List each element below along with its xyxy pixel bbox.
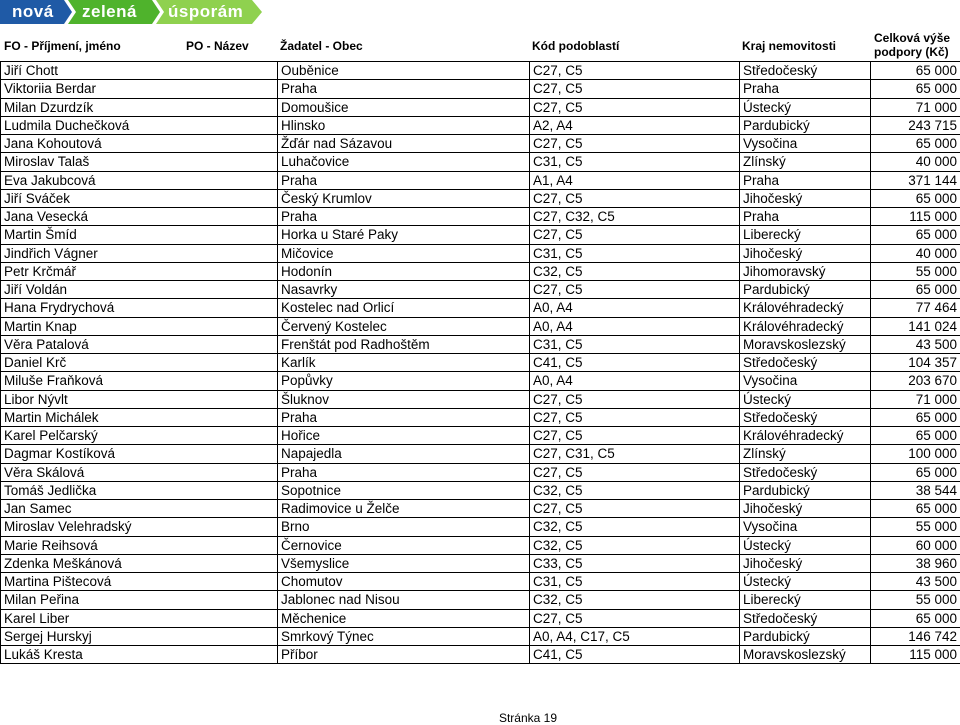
cell-obec: Šluknov <box>278 390 530 408</box>
cell-name: Miluše Fraňková <box>1 372 278 390</box>
cell-region: Královéhradecký <box>740 299 871 317</box>
table-row <box>1 573 960 591</box>
cell-amount: 203 670 <box>871 372 960 390</box>
cell-amount: 71 000 <box>871 390 960 408</box>
table-row <box>1 372 960 390</box>
cell-amount: 43 500 <box>871 573 960 591</box>
table-row <box>1 481 960 499</box>
banner-word-nova: nová <box>12 1 54 23</box>
cell-code: C31, C5 <box>530 244 740 262</box>
cell-region: Zlínský <box>740 445 871 463</box>
table-row <box>1 116 960 134</box>
cell-code: C32, C5 <box>530 591 740 609</box>
cell-name: Sergej Hurskyj <box>1 627 278 645</box>
cell-name: Ludmila Duchečková <box>1 116 278 134</box>
cell-region: Vysočina <box>740 518 871 536</box>
cell-code: C32, C5 <box>530 481 740 499</box>
cell-code: C27, C31, C5 <box>530 445 740 463</box>
table-row <box>1 189 960 207</box>
cell-amount: 371 144 <box>871 171 960 189</box>
cell-obec: Mičovice <box>278 244 530 262</box>
cell-code: C31, C5 <box>530 573 740 591</box>
cell-name: Lukáš Kresta <box>1 646 278 664</box>
cell-name: Petr Krčmář <box>1 262 278 280</box>
cell-obec: Žďár nad Sázavou <box>278 135 530 153</box>
cell-obec: Radimovice u Želče <box>278 500 530 518</box>
cell-name: Zdenka Meškánová <box>1 554 278 572</box>
cell-obec: Popůvky <box>278 372 530 390</box>
support-table <box>0 61 960 664</box>
cell-obec: Kostelec nad Orlicí <box>278 299 530 317</box>
table-row <box>1 500 960 518</box>
table-row <box>1 153 960 171</box>
cell-code: C27, C5 <box>530 408 740 426</box>
cell-code: A2, A4 <box>530 116 740 134</box>
table-row <box>1 317 960 335</box>
cell-region: Vysočina <box>740 135 871 153</box>
cell-name: Věra Skálová <box>1 463 278 481</box>
cell-name: Hana Frydrychová <box>1 299 278 317</box>
cell-amount: 65 000 <box>871 80 960 98</box>
cell-name: Libor Nývlt <box>1 390 278 408</box>
table-body <box>1 62 960 664</box>
cell-name: Jindřich Vágner <box>1 244 278 262</box>
header-region: Kraj nemovitosti <box>742 39 836 53</box>
cell-name: Milan Dzurdzík <box>1 98 278 116</box>
cell-name: Miroslav Talaš <box>1 153 278 171</box>
cell-name: Marie Reihsová <box>1 536 278 554</box>
cell-region: Ústecký <box>740 98 871 116</box>
cell-code: C27, C5 <box>530 226 740 244</box>
header-amount-line2: podpory (Kč) <box>874 45 949 59</box>
cell-code: C41, C5 <box>530 646 740 664</box>
cell-obec: Jablonec nad Nisou <box>278 591 530 609</box>
cell-name: Daniel Krč <box>1 354 278 372</box>
cell-obec: Ouběnice <box>278 62 530 80</box>
table-row <box>1 299 960 317</box>
cell-region: Jihočeský <box>740 244 871 262</box>
cell-name: Věra Patalová <box>1 335 278 353</box>
cell-code: A0, A4, C17, C5 <box>530 627 740 645</box>
cell-region: Královéhradecký <box>740 317 871 335</box>
table-row <box>1 591 960 609</box>
cell-obec: Český Krumlov <box>278 189 530 207</box>
cell-obec: Všemyslice <box>278 554 530 572</box>
header-code: Kód podoblastí <box>532 39 619 53</box>
cell-obec: Hořice <box>278 427 530 445</box>
cell-amount: 55 000 <box>871 591 960 609</box>
cell-amount: 40 000 <box>871 244 960 262</box>
cell-amount: 71 000 <box>871 98 960 116</box>
cell-code: C27, C5 <box>530 427 740 445</box>
cell-obec: Praha <box>278 171 530 189</box>
table-row <box>1 262 960 280</box>
cell-amount: 100 000 <box>871 445 960 463</box>
cell-code: A0, A4 <box>530 317 740 335</box>
cell-name: Miroslav Velehradský <box>1 518 278 536</box>
header-po-name: PO - Název <box>186 39 249 53</box>
table-row <box>1 98 960 116</box>
cell-code: C27, C5 <box>530 609 740 627</box>
cell-region: Ústecký <box>740 573 871 591</box>
cell-obec: Napajedla <box>278 445 530 463</box>
table-row <box>1 354 960 372</box>
cell-region: Pardubický <box>740 281 871 299</box>
cell-region: Pardubický <box>740 116 871 134</box>
cell-obec: Praha <box>278 408 530 426</box>
page-number: Stránka 19 <box>0 711 960 725</box>
header-amount-line1: Celková výše <box>874 31 950 45</box>
cell-code: C27, C5 <box>530 98 740 116</box>
cell-name: Jana Vesecká <box>1 208 278 226</box>
cell-name: Martin Šmíd <box>1 226 278 244</box>
table-row <box>1 135 960 153</box>
cell-region: Ústecký <box>740 390 871 408</box>
table-row <box>1 80 960 98</box>
table-row <box>1 281 960 299</box>
banner-word-usporam: úsporám <box>168 1 243 23</box>
cell-region: Pardubický <box>740 481 871 499</box>
cell-obec: Luhačovice <box>278 153 530 171</box>
cell-obec: Sopotnice <box>278 481 530 499</box>
cell-obec: Praha <box>278 463 530 481</box>
cell-obec: Nasavrky <box>278 281 530 299</box>
cell-name: Viktoriia Berdar <box>1 80 278 98</box>
cell-amount: 55 000 <box>871 518 960 536</box>
cell-code: C27, C32, C5 <box>530 208 740 226</box>
cell-code: C27, C5 <box>530 189 740 207</box>
cell-amount: 141 024 <box>871 317 960 335</box>
cell-name: Jiří Sváček <box>1 189 278 207</box>
cell-name: Jiří Voldán <box>1 281 278 299</box>
table-row <box>1 427 960 445</box>
cell-name: Martin Knap <box>1 317 278 335</box>
cell-amount: 65 000 <box>871 500 960 518</box>
cell-code: C27, C5 <box>530 500 740 518</box>
cell-obec: Domoušice <box>278 98 530 116</box>
cell-amount: 243 715 <box>871 116 960 134</box>
cell-amount: 60 000 <box>871 536 960 554</box>
cell-region: Zlínský <box>740 153 871 171</box>
cell-amount: 65 000 <box>871 226 960 244</box>
cell-amount: 40 000 <box>871 153 960 171</box>
cell-name: Martina Pištecová <box>1 573 278 591</box>
cell-code: C27, C5 <box>530 62 740 80</box>
cell-region: Ústecký <box>740 536 871 554</box>
cell-obec: Chomutov <box>278 573 530 591</box>
cell-name: Tomáš Jedlička <box>1 481 278 499</box>
cell-code: C27, C5 <box>530 390 740 408</box>
cell-obec: Hodonín <box>278 262 530 280</box>
table-row <box>1 335 960 353</box>
cell-code: A1, A4 <box>530 171 740 189</box>
cell-region: Jihočeský <box>740 500 871 518</box>
cell-obec: Brno <box>278 518 530 536</box>
cell-region: Středočeský <box>740 408 871 426</box>
table-row <box>1 554 960 572</box>
cell-amount: 77 464 <box>871 299 960 317</box>
table-row <box>1 609 960 627</box>
banner-word-zelena: zelená <box>82 1 137 23</box>
cell-obec: Červený Kostelec <box>278 317 530 335</box>
table-row <box>1 646 960 664</box>
cell-region: Jihočeský <box>740 554 871 572</box>
cell-name: Eva Jakubcová <box>1 171 278 189</box>
cell-region: Středočeský <box>740 354 871 372</box>
cell-code: C32, C5 <box>530 536 740 554</box>
table-row <box>1 244 960 262</box>
cell-region: Jihočeský <box>740 189 871 207</box>
cell-region: Praha <box>740 171 871 189</box>
cell-code: C41, C5 <box>530 354 740 372</box>
table-row <box>1 463 960 481</box>
cell-region: Moravskoslezský <box>740 335 871 353</box>
cell-code: A0, A4 <box>530 372 740 390</box>
cell-obec: Karlík <box>278 354 530 372</box>
table-header <box>0 27 960 62</box>
cell-obec: Frenštát pod Radhoštěm <box>278 335 530 353</box>
header-applicant-obec: Žadatel - Obec <box>280 39 363 53</box>
cell-amount: 65 000 <box>871 463 960 481</box>
cell-region: Středočeský <box>740 62 871 80</box>
cell-region: Praha <box>740 208 871 226</box>
cell-code: C31, C5 <box>530 335 740 353</box>
cell-obec: Praha <box>278 208 530 226</box>
cell-region: Středočeský <box>740 463 871 481</box>
cell-amount: 55 000 <box>871 262 960 280</box>
cell-code: C27, C5 <box>530 135 740 153</box>
cell-code: C27, C5 <box>530 80 740 98</box>
table-row <box>1 171 960 189</box>
cell-name: Milan Peřina <box>1 591 278 609</box>
header-fo-name: FO - Příjmení, jméno <box>4 39 121 53</box>
cell-amount: 65 000 <box>871 62 960 80</box>
cell-region: Liberecký <box>740 591 871 609</box>
cell-code: A0, A4 <box>530 299 740 317</box>
cell-amount: 115 000 <box>871 646 960 664</box>
cell-name: Karel Liber <box>1 609 278 627</box>
cell-amount: 146 742 <box>871 627 960 645</box>
table-row <box>1 445 960 463</box>
cell-obec: Příbor <box>278 646 530 664</box>
table-row <box>1 226 960 244</box>
table-row <box>1 62 960 80</box>
cell-amount: 65 000 <box>871 427 960 445</box>
cell-name: Jiří Chott <box>1 62 278 80</box>
cell-region: Liberecký <box>740 226 871 244</box>
cell-code: C27, C5 <box>530 281 740 299</box>
cell-obec: Měchenice <box>278 609 530 627</box>
cell-amount: 43 500 <box>871 335 960 353</box>
cell-amount: 38 960 <box>871 554 960 572</box>
cell-region: Vysočina <box>740 372 871 390</box>
cell-code: C32, C5 <box>530 262 740 280</box>
cell-region: Pardubický <box>740 627 871 645</box>
cell-amount: 65 000 <box>871 609 960 627</box>
cell-name: Dagmar Kostíková <box>1 445 278 463</box>
cell-code: C31, C5 <box>530 153 740 171</box>
table-row <box>1 627 960 645</box>
cell-name: Jan Samec <box>1 500 278 518</box>
cell-code: C33, C5 <box>530 554 740 572</box>
cell-amount: 104 357 <box>871 354 960 372</box>
table-row <box>1 208 960 226</box>
cell-obec: Horka u Staré Paky <box>278 226 530 244</box>
cell-obec: Praha <box>278 80 530 98</box>
table-row <box>1 518 960 536</box>
program-logo-banner <box>0 0 262 24</box>
cell-amount: 38 544 <box>871 481 960 499</box>
cell-obec: Černovice <box>278 536 530 554</box>
cell-region: Jihomoravský <box>740 262 871 280</box>
cell-region: Královéhradecký <box>740 427 871 445</box>
cell-name: Martin Michálek <box>1 408 278 426</box>
cell-name: Jana Kohoutová <box>1 135 278 153</box>
cell-region: Moravskoslezský <box>740 646 871 664</box>
cell-amount: 115 000 <box>871 208 960 226</box>
cell-region: Středočeský <box>740 609 871 627</box>
cell-amount: 65 000 <box>871 281 960 299</box>
cell-name: Karel Pelčarský <box>1 427 278 445</box>
table-row <box>1 536 960 554</box>
cell-amount: 65 000 <box>871 408 960 426</box>
cell-amount: 65 000 <box>871 135 960 153</box>
cell-obec: Hlinsko <box>278 116 530 134</box>
cell-obec: Smrkový Týnec <box>278 627 530 645</box>
table-row <box>1 408 960 426</box>
cell-amount: 65 000 <box>871 189 960 207</box>
cell-code: C27, C5 <box>530 463 740 481</box>
cell-code: C32, C5 <box>530 518 740 536</box>
table-row <box>1 390 960 408</box>
cell-region: Praha <box>740 80 871 98</box>
